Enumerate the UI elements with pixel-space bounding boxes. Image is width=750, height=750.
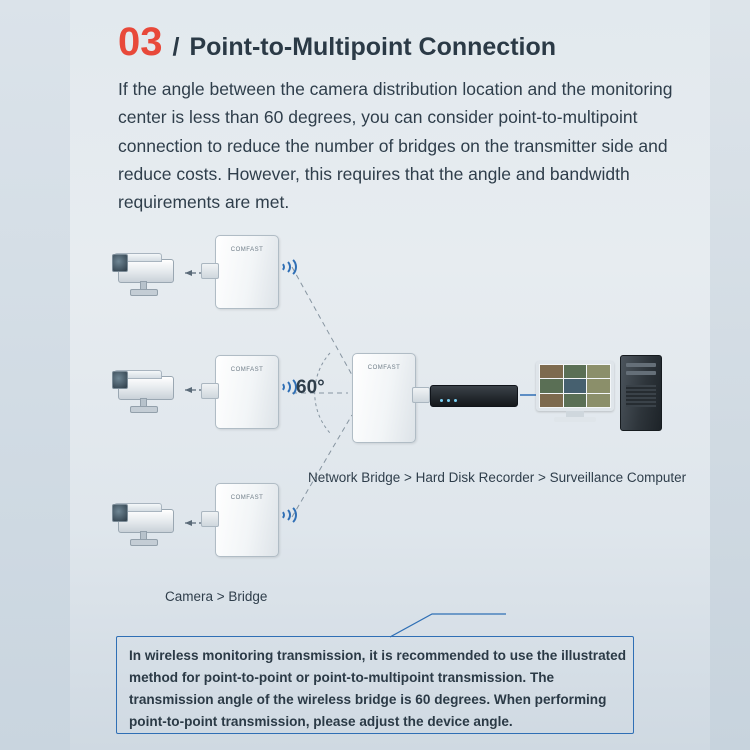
page-title: Point-to-Multipoint Connection	[189, 33, 557, 61]
bridge-mount-icon	[201, 511, 219, 527]
camera-bridge-caption: Camera > Bridge	[165, 589, 268, 604]
recorder-body-icon	[430, 385, 518, 407]
bridge-mount-icon	[201, 383, 219, 399]
tower-bay-icon	[626, 363, 656, 367]
bridge-mount-icon	[412, 387, 430, 403]
tower-vent-icon	[626, 385, 656, 407]
bridge-brand-label: COMFAST	[230, 495, 264, 501]
intro-paragraph: If the angle between the camera distribution location and the monitoring center is less than 60 degrees, you can consider point-to-multipoint connection to reduce the number of bridges on the transmitter side and reduce costs. However, this requires that the angle and bandwidth requirements are met.	[118, 79, 673, 213]
chain-caption: Network Bridge > Hard Disk Recorder > Surveillance Computer	[308, 470, 687, 485]
recorder-led-icon	[454, 399, 457, 402]
note-callout-tail	[388, 612, 508, 638]
recorder-led-icon	[447, 399, 450, 402]
bridge-bottom	[215, 483, 277, 555]
recorder-led-icon	[440, 399, 443, 402]
monitor-foot-icon	[554, 417, 596, 422]
wifi-signal-icon	[275, 373, 295, 397]
angle-label: 60°	[296, 377, 325, 398]
monitor-screen-icon	[536, 361, 614, 411]
tower-bay-icon	[626, 371, 656, 375]
network-diagram	[0, 225, 750, 615]
camera-middle	[110, 368, 180, 412]
bridge-top	[215, 235, 277, 307]
camera-base-icon	[130, 406, 158, 413]
section-number: 03	[118, 20, 163, 64]
bridge-mount-icon	[201, 263, 219, 279]
camera-top	[110, 251, 180, 295]
computer-tower	[620, 355, 662, 431]
note-text: In wireless monitoring transmission, it is recommended to use the illustrated method for point-to-point or point-to-multipoint transmission. The transmission angle of the wireless bridge is 60 degrees. When performing point-to-point transmission, please adjust the device angle.	[129, 648, 627, 730]
bridge-brand-label: COMFAST	[230, 247, 264, 253]
bridge-middle	[215, 355, 277, 427]
bridge-brand-label: COMFAST	[367, 365, 401, 371]
camera-lens-icon	[112, 371, 128, 389]
bridge-central-receiver	[352, 353, 414, 441]
surveillance-monitor	[536, 361, 614, 423]
camera-lens-icon	[112, 254, 128, 272]
note-callout-box	[116, 636, 634, 734]
bridge-brand-label: COMFAST	[230, 367, 264, 373]
header-section	[118, 22, 718, 217]
camera-base-icon	[130, 539, 158, 546]
camera-bottom	[110, 501, 180, 545]
wifi-signal-icon	[275, 501, 295, 525]
header-title-row	[118, 22, 718, 62]
title-separator: /	[172, 33, 180, 61]
camera-base-icon	[130, 289, 158, 296]
camera-lens-icon	[112, 504, 128, 522]
hard-disk-recorder	[430, 385, 518, 407]
wifi-signal-icon	[275, 253, 295, 277]
